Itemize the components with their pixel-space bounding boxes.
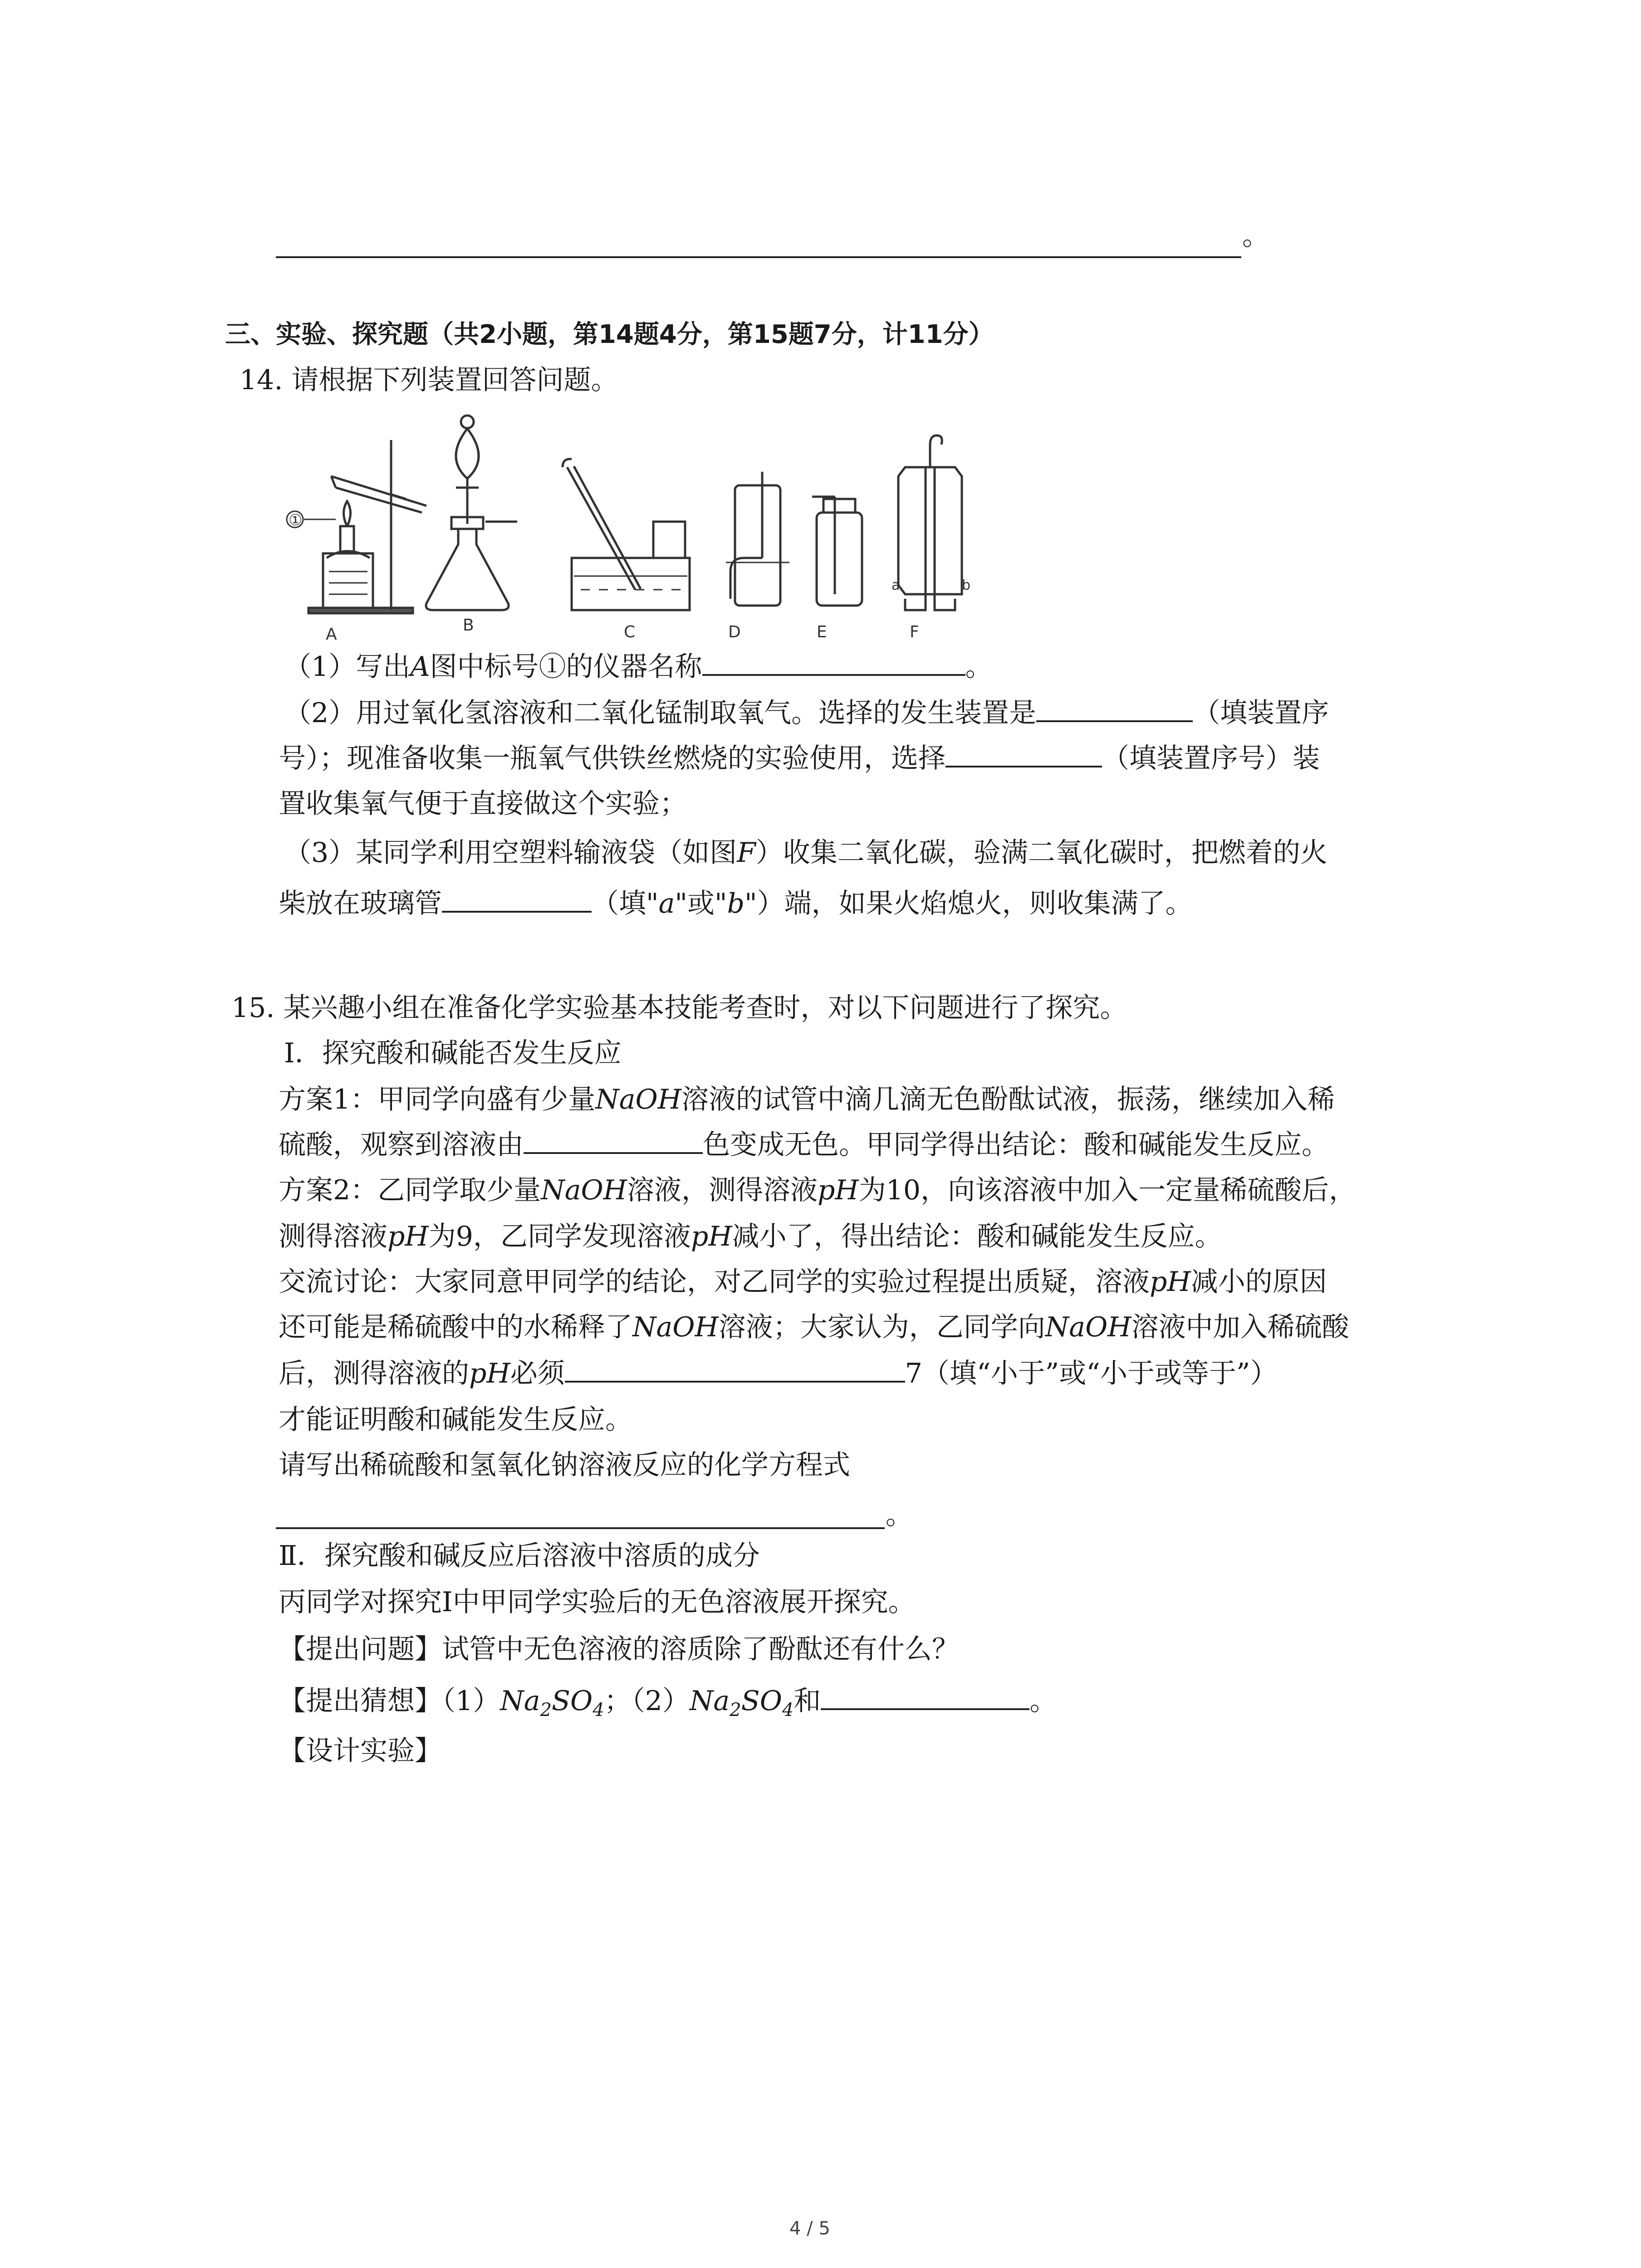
- top-answer-line[interactable]: [276, 256, 1241, 258]
- q15-equation-prompt: 请写出稀硫酸和氢氧化钠溶液反应的化学方程式: [279, 1449, 850, 1481]
- q15-plan2-text-b: 溶液，测得溶液: [627, 1174, 818, 1206]
- q15-disc-text-e: 溶液中加入稀硫酸: [1131, 1311, 1349, 1343]
- label-a: a: [892, 577, 900, 593]
- q14-stem: [240, 357, 618, 403]
- q15-guess-text-a: 【提出猜想】（1）: [279, 1685, 500, 1717]
- q14-part1-end: 。: [965, 651, 993, 683]
- q15-disc-text-g: 必须: [510, 1358, 565, 1389]
- q14-part2-line2: [279, 736, 1320, 781]
- q15-plan2-text-f: 减小了，得出结论：酸和碱能发生反应。: [732, 1221, 1222, 1252]
- apparatus-e: [812, 497, 862, 606]
- q14-part1-blank[interactable]: [702, 646, 965, 676]
- q15-disc-naoh-1: NaOH: [632, 1311, 719, 1343]
- q15-guess-so-1: SO: [551, 1685, 593, 1717]
- q15-equation-end: 。: [886, 1499, 913, 1531]
- q14-part3-text-c: 柴放在玻璃管: [279, 888, 442, 919]
- q14-part1-text-b: 图中标号①的仪器名称: [430, 651, 702, 683]
- q14-part2-line3: 置收集氧气便于直接做这个实验；: [279, 788, 687, 820]
- q15-discussion-line2: [279, 1305, 1349, 1350]
- q15-plan2-text-d: 测得溶液: [279, 1221, 387, 1252]
- q14-part3-text-b: ）收集二氧化碳，验满二氧化碳时，把燃着的火: [755, 837, 1327, 869]
- apparatus-c: [563, 459, 690, 610]
- q15-plan2-ph-2: pH: [387, 1221, 429, 1252]
- q15-guess-sub4-2: 4: [782, 1700, 794, 1721]
- q14-part3-blank[interactable]: [442, 883, 592, 913]
- q15-plan2-text-a: 方案2：乙同学取少量: [279, 1174, 541, 1206]
- q14-part3-italic-a: a: [658, 888, 675, 919]
- q15-part2-intro: 丙同学对探究Ⅰ中甲同学实验后的无色溶液展开探究。: [279, 1586, 916, 1618]
- q15-disc-ph-1: pH: [1150, 1266, 1191, 1298]
- q15-plan1-naoh: NaOH: [595, 1084, 681, 1115]
- q15-plan2-line2: [279, 1214, 1222, 1259]
- q14-part2-text-a: （2）用过氧化氢溶液和二氧化锰制取氧气。选择的发生装置是: [284, 697, 1037, 729]
- top-end-mark: 。: [1242, 220, 1269, 252]
- q15-plan2-text-e: 为9，乙同学发现溶液: [428, 1221, 691, 1252]
- q14-part2-blank-1[interactable]: [1036, 692, 1193, 722]
- q15-guess-sub2-2: 2: [730, 1700, 741, 1721]
- apparatus-a: [287, 440, 426, 613]
- apparatus-d: [726, 472, 789, 606]
- q14-part1: [284, 644, 993, 689]
- q15-part2-heading: Ⅱ．探究酸和碱反应后溶液中溶质的成分: [279, 1540, 760, 1572]
- q14-part3-text-d: （填": [592, 888, 659, 919]
- q15-guess-na-1: Na: [500, 1685, 540, 1717]
- q14-part3-text-a: （3）某同学利用空塑料输液袋（如图: [284, 837, 737, 869]
- q15-guess-text-b: ；（2）: [604, 1685, 690, 1717]
- label-C: C: [624, 623, 636, 641]
- q14-stem-text: 请根据下列装置回答问题。: [291, 364, 618, 396]
- q15-disc-text-a: 交流讨论：大家同意甲同学的结论，对乙同学的实验过程提出质疑，溶液: [279, 1266, 1150, 1298]
- q15-stem-text: 某兴趣小组在准备化学实验基本技能考查时，对以下问题进行了探究。: [283, 992, 1127, 1024]
- apparatus-f: [892, 435, 970, 610]
- label-E: E: [817, 623, 827, 641]
- q15-guess-sub2-1: 2: [540, 1700, 552, 1721]
- q15-disc-text-c: 还可能是稀硫酸中的水稀释了: [279, 1311, 632, 1343]
- q15-plan1-text-c: 硫酸，观察到溶液由: [279, 1129, 524, 1161]
- q14-part2-text-b: （填装置序: [1193, 697, 1329, 729]
- q15-plan1-line1: [279, 1077, 1335, 1122]
- q15-question: 【提出问题】试管中无色溶液的溶质除了酚酞还有什么？: [279, 1633, 959, 1665]
- q14-part3-text-f: "）端，如果火焰熄火，则收集满了。: [745, 888, 1193, 919]
- label-b: b: [962, 577, 971, 593]
- q14-part2-line1: [284, 690, 1329, 736]
- q15-stem: [231, 985, 1127, 1031]
- q15-disc-text-d: 溶液；大家认为，乙同学向: [718, 1311, 1045, 1343]
- q15-discussion-line1: [279, 1259, 1327, 1305]
- q14-part2-blank-2[interactable]: [945, 738, 1102, 767]
- q15-plan1-blank[interactable]: [524, 1124, 703, 1154]
- q15-guess-blank[interactable]: [821, 1680, 1029, 1710]
- q15-plan1-line2: [279, 1122, 1329, 1168]
- label-circle-1: ①: [289, 511, 303, 529]
- label-B: B: [463, 616, 474, 635]
- q15-guess-text-c: 和: [794, 1685, 821, 1717]
- label-A: A: [326, 625, 337, 644]
- q15-design-heading: 【设计实验】: [279, 1735, 442, 1767]
- q15-plan2-ph-1: pH: [817, 1174, 859, 1206]
- q15-disc-blank[interactable]: [565, 1353, 905, 1383]
- q15-disc-ph-2: pH: [469, 1358, 510, 1389]
- label-F: F: [910, 623, 919, 641]
- q14-part3-italic-b: b: [727, 888, 745, 919]
- q14-part2-text-d: （填装置序号）装: [1102, 743, 1320, 774]
- q15-equation-blank[interactable]: [276, 1527, 885, 1529]
- label-D: D: [728, 623, 741, 641]
- q15-plan1-text-a: 方案1：甲同学向盛有少量: [279, 1084, 596, 1115]
- q14-part3-line1: [284, 830, 1327, 875]
- apparatus-b: [426, 415, 517, 610]
- q15-plan1-text-d: 色变成无色。甲同学得出结论：酸和碱能发生反应。: [703, 1129, 1329, 1161]
- q14-part2-text-c: 号）；现准备收集一瓶氧气供铁丝燃烧的实验使用，选择: [279, 743, 945, 774]
- q14-part1-text-a: （1）写出: [284, 651, 411, 683]
- q15-plan2-line1: [279, 1168, 1356, 1213]
- q15-plan2-text-c: 为10，向该溶液中加入一定量稀硫酸后，: [858, 1174, 1357, 1206]
- q15-plan2-ph-3: pH: [691, 1221, 732, 1252]
- q15-disc-text-b: 减小的原因: [1190, 1266, 1327, 1298]
- q15-guess-sub4-1: 4: [593, 1700, 604, 1721]
- q15-discussion-line3: [279, 1351, 1278, 1396]
- q15-disc-text-h: 7（填“小于”或“小于或等于”）: [905, 1358, 1278, 1389]
- q15-guess-end: 。: [1029, 1685, 1057, 1717]
- q14-part3-text-e: "或": [675, 888, 727, 919]
- section-heading: 三、实验、探究题（共2小题，第14题4分，第15题7分，计11分）: [225, 320, 994, 349]
- q14-number: 14.: [240, 364, 283, 396]
- q15-guess-na-2: Na: [689, 1685, 730, 1717]
- q15-plan1-text-b: 溶液的试管中滴几滴无色酚酞试液，振荡，继续加入稀: [681, 1084, 1335, 1115]
- page-number: 4 / 5: [789, 2218, 830, 2239]
- q15-disc-naoh-2: NaOH: [1045, 1311, 1132, 1343]
- q15-guess: [279, 1678, 1057, 1733]
- q15-number: 15.: [231, 992, 275, 1024]
- q14-part3-line2: [279, 881, 1193, 926]
- q15-guess-so-2: SO: [741, 1685, 782, 1717]
- q15-discussion-line4: 才能证明酸和碱能发生反应。: [279, 1404, 632, 1436]
- q15-part1-heading: Ⅰ．探究酸和碱能否发生反应: [284, 1037, 622, 1069]
- q15-plan2-naoh: NaOH: [541, 1174, 627, 1206]
- q14-part3-italic-f: F: [737, 837, 756, 869]
- apparatus-figure: [272, 408, 980, 644]
- q14-part1-italic: A: [410, 651, 430, 683]
- q15-disc-text-f: 后，测得溶液的: [279, 1358, 469, 1389]
